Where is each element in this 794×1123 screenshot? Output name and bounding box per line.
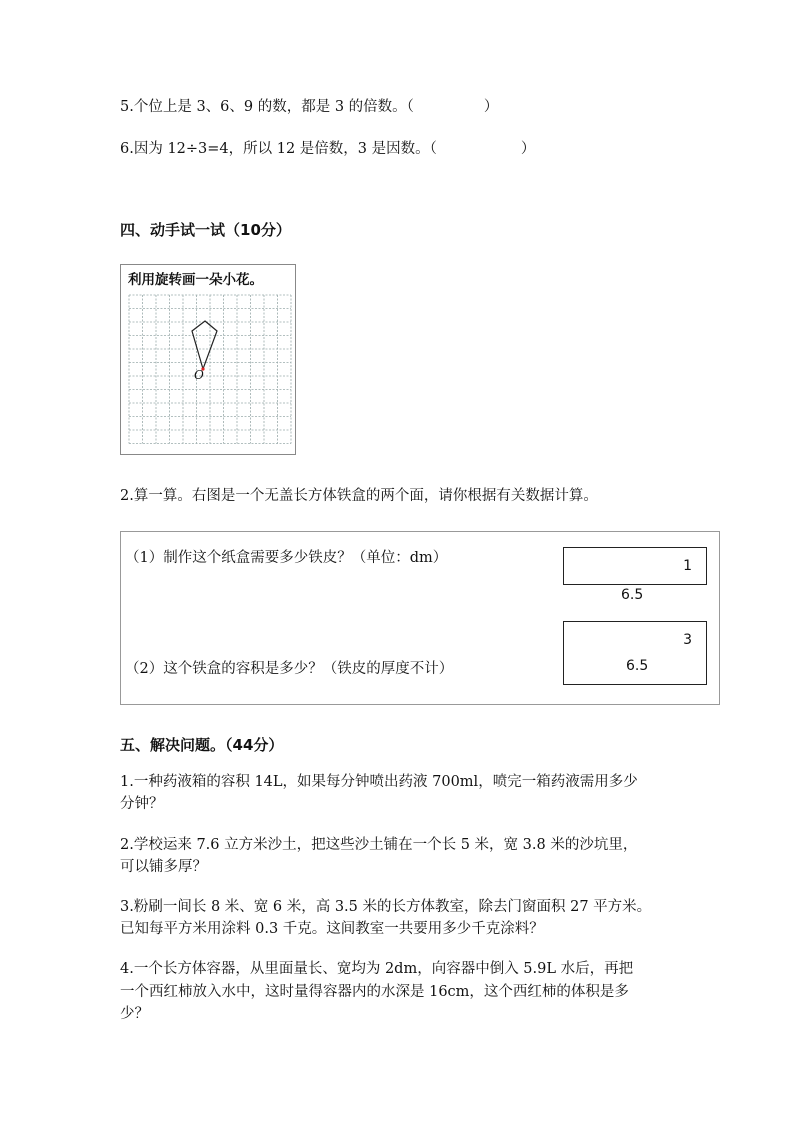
- question-6-text: 6.因为 12÷3=4，所以 12 是倍数，3 是因数。（: [120, 141, 437, 157]
- problem-2-line-1: 2.学校运来 7.6 立方米沙土，把这些沙土铺在一个长 5 米，宽 3.8 米的沙坑里，: [120, 837, 638, 853]
- grid-drawing: [121, 265, 297, 456]
- rect2-side-label: 3: [683, 632, 692, 648]
- part-2-text: （2）这个铁盒的容积是多少？（铁皮的厚度不计）: [125, 661, 454, 677]
- figure-caption: 利用旋转画一朵小花。: [128, 272, 263, 288]
- face-rectangle-1: [563, 547, 707, 585]
- rect1-bottom-label: 6.5: [621, 587, 644, 603]
- problem-2-line-2: 可以铺多厚？: [120, 859, 207, 875]
- problem-1-line-1: 1.一种药液箱的容积 14L，如果每分钟喷出药液 700ml，喷完一箱药液需用多少: [120, 774, 638, 790]
- face-rectangle-2: [563, 621, 707, 685]
- rect1-side-label: 1: [683, 558, 692, 574]
- point-label-o: O: [194, 368, 204, 382]
- kite-petal-shape: [192, 321, 217, 369]
- question-5-text: 5.个位上是 3、6、9 的数，都是 3 的倍数。（: [120, 99, 414, 115]
- problem-1-line-2: 分钟？: [120, 796, 164, 812]
- part-1-text: （1）制作这个纸盒需要多少铁皮？（单位：dm）: [125, 550, 448, 566]
- problem-4-line-1: 4.一个长方体容器，从里面量长、宽均为 2dm，向容器中倒入 5.9L 水后，再把: [120, 961, 634, 977]
- question-6: [120, 139, 535, 159]
- section-5-title: 五、解决问题。（44分）: [120, 736, 284, 754]
- problem-3-line-1: 3.粉刷一间长 8 米、宽 6 米，高 3.5 米的长方体教室，除去门窗面积 27 平方米。: [120, 899, 652, 915]
- rect2-bottom-label: 6.5: [626, 658, 649, 674]
- problem-3-line-2: 已知每平方米用涂料 0.3 千克。这间教室一共要用多少千克涂料？: [120, 921, 544, 937]
- problem-4-line-3: 少？: [120, 1006, 149, 1022]
- question-6-close: ）: [520, 141, 536, 157]
- rotation-grid-figure: [120, 264, 296, 455]
- section-4-title: 四、动手试一试（10分）: [120, 221, 291, 239]
- calculation-box: [120, 531, 720, 705]
- question-5: [120, 97, 498, 117]
- problem-4-line-2: 一个西红柿放入水中，这时量得容器内的水深是 16cm，这个西红柿的体积是多: [120, 984, 629, 1000]
- question-2-calc: 2.算一算。右图是一个无盖长方体铁盒的两个面，请你根据有关数据计算。: [120, 488, 598, 504]
- question-5-close: ）: [483, 99, 499, 115]
